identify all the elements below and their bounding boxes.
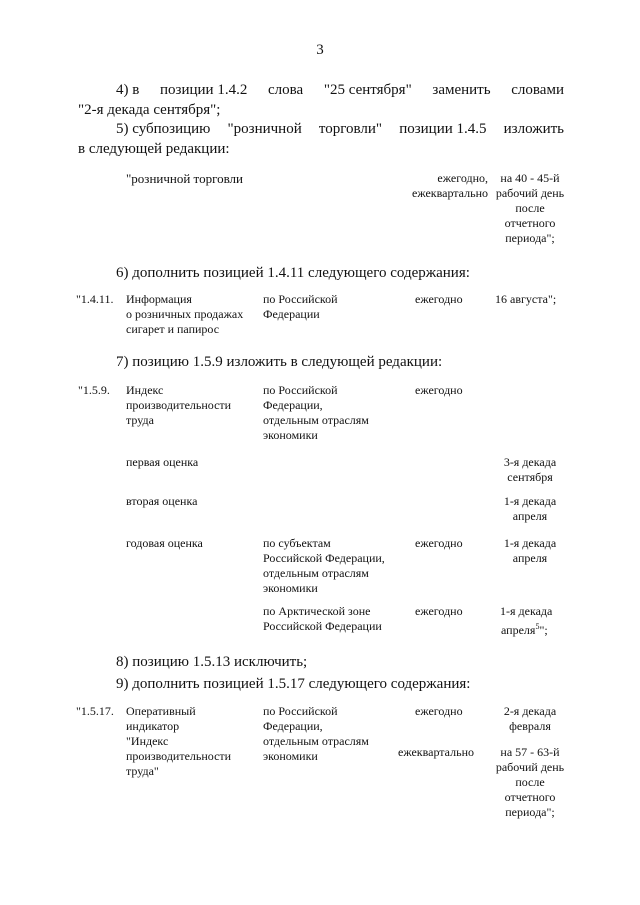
level-line: Российской Федерации, [263, 551, 385, 565]
annual-estimate-periodicity: ежегодно [415, 536, 463, 550]
table-1-5-9-code: "1.5.9. [78, 383, 110, 397]
annual-estimate-label: годовая оценка [126, 536, 203, 550]
deadline-line: 2-я декада [503, 704, 557, 718]
deadline-line: после [515, 775, 545, 789]
item-5-word: позиции 1.4.5 [399, 121, 487, 137]
deadline-line: периода"; [505, 805, 555, 819]
annual-estimate-deadline [490, 536, 570, 566]
item-8: 8) позицию 1.5.13 исключить; [116, 654, 308, 670]
table-1-5-9-level [263, 383, 369, 443]
page-number: 3 [316, 42, 324, 58]
name-line: "Индекс [126, 734, 169, 748]
item-5-word: 5) субпозицию [116, 121, 211, 137]
item-9: 9) дополнить позицией 1.5.17 следующего содержания: [116, 676, 471, 692]
item-4-line-2: "2-я декада сентября"; [78, 102, 221, 118]
item-5-word: торговли" [318, 121, 383, 137]
level-line: отдельным отраслям [263, 413, 369, 427]
annual-estimate-level [263, 536, 385, 596]
table-1-4-11-deadline: 16 августа"; [495, 292, 557, 306]
item-7: 7) позицию 1.5.9 изложить в следующей редакции: [116, 354, 443, 370]
item-4 [78, 80, 564, 120]
table-1-4-5-name: "розничной торговли [126, 171, 243, 186]
deadline-line: апреля [512, 509, 548, 523]
first-estimate-label: первая оценка [126, 455, 199, 469]
deadline-line: 1-я декада [503, 494, 557, 508]
footnote-mark: 5 [535, 622, 540, 631]
item-5 [78, 119, 564, 159]
arctic-periodicity: ежегодно [415, 604, 463, 618]
item-5-line-1 [78, 119, 564, 139]
level-line: экономики [263, 749, 318, 763]
deadline-line: отчетного [504, 790, 556, 804]
deadline-text: апреля [501, 623, 536, 637]
item-6: 6) дополнить позицией 1.4.11 следующего содержания: [116, 265, 470, 281]
item-4-word: словами [511, 82, 564, 98]
table-1-5-17-deadline-annual [490, 704, 570, 734]
level-line: отдельным отраслям [263, 734, 369, 748]
level-line: Российской Федерации [263, 619, 382, 633]
deadline-quote: "; [539, 623, 548, 637]
periodicity-line: ежеквартально [412, 186, 488, 200]
deadline-line: после [515, 201, 545, 215]
second-estimate-label: вторая оценка [126, 494, 198, 508]
name-line: о розничных продажах [126, 307, 244, 321]
table-1-5-17-deadline-quarterly [490, 745, 570, 820]
deadline-line: отчетного [504, 216, 556, 230]
deadline-line: 3-я декада [503, 455, 557, 469]
deadline-line: 1-я декада [503, 536, 557, 550]
name-line: Информация [126, 292, 192, 306]
item-4-word: слова [268, 82, 304, 98]
deadline-line: периода"; [505, 231, 555, 245]
deadline-line: на 57 - 63-й [500, 745, 560, 759]
level-line: по Российской [263, 704, 338, 718]
deadline-line: 1-я декада [500, 604, 553, 618]
name-line: индикатор [126, 719, 180, 733]
level-line: экономики [263, 428, 318, 442]
table-1-4-11-level [263, 292, 338, 322]
deadline-line: рабочий день [495, 186, 565, 200]
item-4-line-1 [78, 80, 564, 100]
level-line: Федерации [263, 307, 320, 321]
arctic-deadline [500, 604, 552, 638]
name-line: труда [126, 413, 154, 427]
deadline-line: февраля [509, 719, 551, 733]
item-4-word: заменить [432, 82, 491, 98]
level-line: по субъектам [263, 536, 331, 550]
table-1-4-11-name [126, 292, 243, 337]
deadline-line: сентября [507, 470, 553, 484]
item-4-word: 4) в [116, 82, 140, 98]
name-line: производительности [126, 398, 232, 412]
table-1-4-11-code: "1.4.11. [76, 292, 114, 306]
table-1-5-17-periodicity-annual: ежегодно [415, 704, 463, 718]
table-1-5-9-name [126, 383, 231, 428]
level-line: Федерации, [263, 719, 323, 733]
second-estimate-deadline [490, 494, 570, 524]
level-line: по Арктической зоне [263, 604, 371, 618]
level-line: по Российской [263, 383, 338, 397]
name-line: сигарет и папирос [126, 322, 220, 336]
periodicity-line: ежегодно, [437, 171, 488, 185]
item-5-word: изложить [503, 121, 564, 137]
name-line: Оперативный [126, 704, 196, 718]
name-line: производительности [126, 749, 232, 763]
item-4-word: "25 сентября" [323, 82, 412, 98]
deadline-line [500, 619, 552, 638]
deadline-line: рабочий день [495, 760, 565, 774]
table-1-5-17-periodicity-quarterly: ежеквартально [398, 745, 474, 759]
level-line: отдельным отраслям [263, 566, 369, 580]
table-1-4-5-periodicity [392, 171, 488, 201]
item-4-word: позиции 1.4.2 [160, 82, 248, 98]
item-5-word: "розничной [227, 121, 302, 137]
table-1-5-17-level [263, 704, 369, 764]
level-line: Федерации, [263, 398, 323, 412]
arctic-level [263, 604, 382, 634]
table-1-4-5-deadline [490, 171, 570, 246]
table-1-5-9-periodicity: ежегодно [415, 383, 463, 397]
table-1-4-11-periodicity: ежегодно [415, 292, 463, 306]
name-line: Индекс [126, 383, 164, 397]
table-1-5-17-code: "1.5.17. [76, 704, 114, 718]
table-1-5-17-name [126, 704, 231, 779]
name-line: труда" [126, 764, 159, 778]
deadline-line: апреля [512, 551, 548, 565]
level-line: экономики [263, 581, 318, 595]
item-5-line-2: в следующей редакции: [78, 141, 230, 157]
first-estimate-deadline [490, 455, 570, 485]
level-line: по Российской [263, 292, 338, 306]
deadline-line: на 40 - 45-й [500, 171, 560, 185]
